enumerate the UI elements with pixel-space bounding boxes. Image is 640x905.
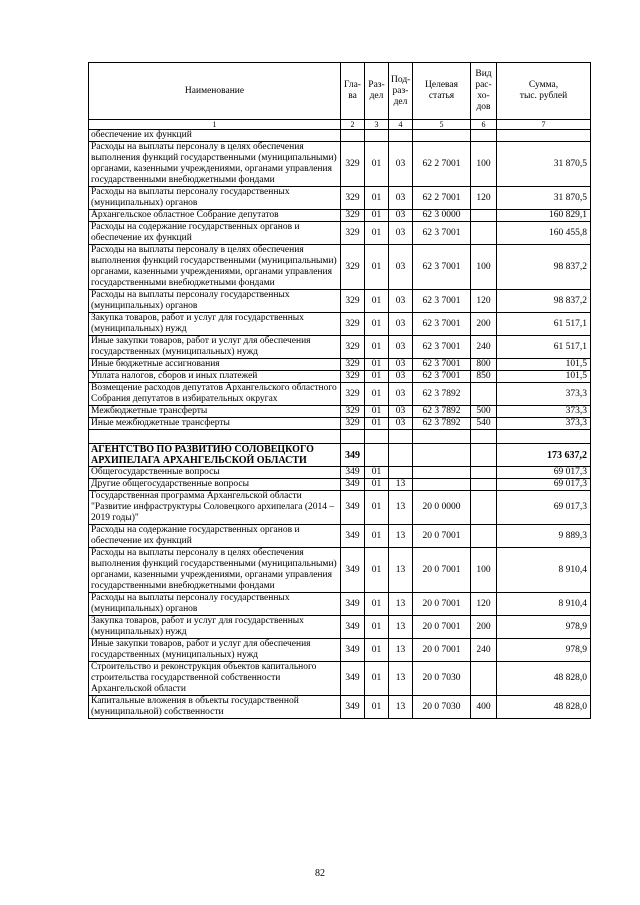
row-glava: 329 [341,383,365,406]
table-row [89,467,591,479]
row-name: Государственная программа Архангельской области "Развитие инфраструктуры Соловецкого архипелага (2014 – 2019 годы)" [89,491,341,525]
row-statya: 62 3 7892 [413,418,471,430]
row-glava: 329 [341,359,365,371]
row-podrazdel [389,467,413,479]
row-razdel: 01 [365,187,389,210]
row-podrazdel: 03 [389,371,413,383]
row-name: Возмещение расходов депутатов Архангельского областного Собрания депутатов в избирательных округах [89,383,341,406]
row-podrazdel: 03 [389,142,413,187]
row-glava: 329 [341,187,365,210]
table-row [89,130,591,142]
row-name: Расходы на выплаты персоналу государственных (муниципальных) органов [89,593,341,616]
row-summa: 48 828,0 [497,696,591,719]
row-vid [471,491,497,525]
row-podrazdel: 13 [389,525,413,548]
row-name [89,430,341,444]
row-vid [471,210,497,222]
table-row [89,430,591,444]
row-name: Расходы на выплаты персоналу государственных (муниципальных) органов [89,290,341,313]
row-glava: 349 [341,444,365,467]
row-name: АГЕНТСТВО ПО РАЗВИТИЮ СОЛОВЕЦКОГО АРХИПЕЛАГА АРХАНГЕЛЬСКОЙ ОБЛАСТИ [89,444,341,467]
row-name: Общегосударственные вопросы [89,467,341,479]
row-statya: 62 2 7001 [413,142,471,187]
row-statya: 20 0 7030 [413,696,471,719]
row-podrazdel: 03 [389,359,413,371]
row-glava: 349 [341,525,365,548]
row-vid: 100 [471,245,497,290]
row-name: Строительство и реконструкция объектов капитального строительства государственной собственности Архангельской области [89,662,341,696]
row-statya: 20 0 7001 [413,525,471,548]
row-glava: 349 [341,616,365,639]
table-row [89,336,591,359]
colnum-3: 3 [365,120,389,130]
table-header-row [89,63,591,120]
row-razdel: 01 [365,467,389,479]
row-statya: 20 0 7001 [413,548,471,593]
table-body [89,130,591,719]
row-statya: 62 3 0000 [413,210,471,222]
row-name: Расходы на выплаты персоналу в целях обеспечения выполнения функций государственными (муниципальными) органами, казенными учреждениями, органами управления государственными внебюджетными фондами [89,245,341,290]
colnum-6: 6 [471,120,497,130]
row-podrazdel: 13 [389,662,413,696]
row-razdel: 01 [365,479,389,491]
row-razdel: 01 [365,245,389,290]
row-name: обеспечение их функций [89,130,341,142]
row-statya: 62 3 7892 [413,406,471,418]
row-name: Иные межбюджетные трансферты [89,418,341,430]
colnum-1: 1 [89,120,341,130]
table-row [89,479,591,491]
row-vid: 850 [471,371,497,383]
row-summa: 8 910,4 [497,548,591,593]
header-statya: Целевая статья [413,63,471,120]
row-podrazdel [389,430,413,444]
row-podrazdel: 13 [389,491,413,525]
row-razdel: 01 [365,222,389,245]
row-summa: 69 017,3 [497,479,591,491]
row-name: Иные закупки товаров, работ и услуг для обеспечения государственных (муниципальных) нужд [89,639,341,662]
row-vid: 500 [471,406,497,418]
row-statya: 20 0 7030 [413,662,471,696]
row-razdel: 01 [365,696,389,719]
row-name: Иные бюджетные ассигнования [89,359,341,371]
row-summa: 69 017,3 [497,491,591,525]
row-glava: 329 [341,222,365,245]
row-summa: 98 837,2 [497,290,591,313]
row-glava: 349 [341,491,365,525]
row-glava: 329 [341,418,365,430]
row-summa [497,430,591,444]
row-podrazdel: 03 [389,245,413,290]
table-row [89,696,591,719]
row-podrazdel: 03 [389,222,413,245]
row-razdel: 01 [365,290,389,313]
row-vid: 240 [471,639,497,662]
row-razdel: 01 [365,210,389,222]
row-summa: 101,5 [497,359,591,371]
row-vid [471,130,497,142]
row-glava: 349 [341,662,365,696]
row-statya: 62 3 7001 [413,313,471,336]
row-name: Расходы на выплаты персоналу в целях обеспечения выполнения функций государственными (муниципальными) органами, казенными учреждениями, органами управления государственными внебюджетными фондами [89,548,341,593]
row-summa: 61 517,1 [497,313,591,336]
row-glava: 349 [341,696,365,719]
table-row [89,491,591,525]
row-name: Расходы на содержание государственных органов и обеспечение их функций [89,222,341,245]
header-vid: Вид рас- хо- дов [471,63,497,120]
row-razdel: 01 [365,491,389,525]
row-name: Другие общегосударственные вопросы [89,479,341,491]
row-vid: 120 [471,187,497,210]
row-razdel: 01 [365,142,389,187]
row-vid: 240 [471,336,497,359]
row-summa: 978,9 [497,639,591,662]
table-row [89,639,591,662]
row-statya: 20 0 7001 [413,593,471,616]
table-row [89,383,591,406]
table-row [89,406,591,418]
row-vid [471,479,497,491]
page-number: 82 [315,868,325,879]
row-name: Расходы на содержание государственных органов и обеспечение их функций [89,525,341,548]
row-razdel: 01 [365,548,389,593]
row-podrazdel: 03 [389,418,413,430]
row-vid [471,444,497,467]
row-vid: 120 [471,593,497,616]
row-name: Межбюджетные трансферты [89,406,341,418]
table-row [89,548,591,593]
row-summa: 31 870,5 [497,187,591,210]
table-row [89,371,591,383]
header-podrazdel: Под- раз- дел [389,63,413,120]
row-summa: 9 889,3 [497,525,591,548]
row-razdel: 01 [365,359,389,371]
colnum-7: 7 [497,120,591,130]
row-summa [497,130,591,142]
row-razdel: 01 [365,662,389,696]
budget-table-wrapper [88,62,590,719]
row-statya: 20 0 7001 [413,616,471,639]
row-vid [471,467,497,479]
row-podrazdel: 13 [389,593,413,616]
row-statya [413,444,471,467]
table-row [89,245,591,290]
table-row [89,290,591,313]
row-podrazdel [389,130,413,142]
row-glava: 349 [341,639,365,662]
row-statya: 62 3 7001 [413,290,471,313]
row-glava: 349 [341,479,365,491]
row-glava: 349 [341,467,365,479]
row-name: Капитальные вложения в объекты государственной (муниципальной) собственности [89,696,341,719]
colnum-2: 2 [341,120,365,130]
colnum-4: 4 [389,120,413,130]
row-podrazdel: 13 [389,548,413,593]
row-vid: 200 [471,313,497,336]
row-glava [341,130,365,142]
row-glava: 329 [341,210,365,222]
table-row [89,616,591,639]
header-razdel: Раз- дел [365,63,389,120]
row-razdel: 01 [365,418,389,430]
table-row [89,418,591,430]
row-name: Расходы на выплаты персоналу в целях обеспечения выполнения функций государственными (муниципальными) органами, казенными учреждениями, органами управления государственными внебюджетными фондами [89,142,341,187]
row-vid [471,383,497,406]
row-razdel [365,430,389,444]
row-podrazdel: 13 [389,616,413,639]
row-vid [471,222,497,245]
row-podrazdel: 13 [389,696,413,719]
row-glava: 329 [341,142,365,187]
row-summa: 160 455,8 [497,222,591,245]
row-statya [413,467,471,479]
header-name: Наименование [89,63,341,120]
colnum-5: 5 [413,120,471,130]
row-podrazdel: 03 [389,406,413,418]
row-summa: 69 017,3 [497,467,591,479]
row-summa: 8 910,4 [497,593,591,616]
row-razdel: 01 [365,313,389,336]
row-razdel [365,130,389,142]
row-summa: 48 828,0 [497,662,591,696]
table-row [89,525,591,548]
table-row [89,187,591,210]
row-summa: 373,3 [497,383,591,406]
row-vid: 120 [471,290,497,313]
table-row [89,222,591,245]
row-statya: 62 3 7001 [413,359,471,371]
table-row [89,313,591,336]
row-name: Уплата налогов, сборов и иных платежей [89,371,341,383]
row-glava: 329 [341,290,365,313]
table-row [89,593,591,616]
row-statya [413,130,471,142]
row-glava: 329 [341,336,365,359]
row-summa: 61 517,1 [497,336,591,359]
row-glava [341,430,365,444]
row-razdel: 01 [365,593,389,616]
row-statya: 62 3 7001 [413,336,471,359]
row-glava: 349 [341,593,365,616]
table-row [89,444,591,467]
row-podrazdel: 03 [389,290,413,313]
row-podrazdel: 13 [389,479,413,491]
row-name: Закупка товаров, работ и услуг для государственных (муниципальных) нужд [89,313,341,336]
row-statya: 20 0 7001 [413,639,471,662]
header-summa: Сумма, тыс. рублей [497,63,591,120]
row-statya [413,430,471,444]
row-summa: 98 837,2 [497,245,591,290]
row-name: Закупка товаров, работ и услуг для государственных (муниципальных) нужд [89,616,341,639]
row-podrazdel: 03 [389,187,413,210]
row-statya: 62 3 7001 [413,222,471,245]
row-podrazdel: 03 [389,383,413,406]
row-statya: 62 3 7001 [413,371,471,383]
row-glava: 329 [341,371,365,383]
row-vid [471,662,497,696]
row-summa: 978,9 [497,616,591,639]
row-vid [471,525,497,548]
row-name: Расходы на выплаты персоналу государственных (муниципальных) органов [89,187,341,210]
row-summa: 373,3 [497,418,591,430]
row-podrazdel: 03 [389,336,413,359]
row-statya [413,479,471,491]
row-podrazdel: 03 [389,313,413,336]
row-razdel: 01 [365,406,389,418]
row-vid: 400 [471,696,497,719]
row-glava: 329 [341,313,365,336]
row-summa: 31 870,5 [497,142,591,187]
row-glava: 349 [341,548,365,593]
table-row [89,359,591,371]
row-razdel: 01 [365,616,389,639]
row-vid: 100 [471,548,497,593]
row-statya: 62 3 7892 [413,383,471,406]
column-number-row [89,120,591,130]
row-summa: 160 829,1 [497,210,591,222]
row-razdel: 01 [365,371,389,383]
row-glava: 329 [341,245,365,290]
row-podrazdel: 13 [389,639,413,662]
row-razdel: 01 [365,336,389,359]
table-row [89,662,591,696]
table-row [89,210,591,222]
budget-table [88,62,591,719]
row-summa: 101,5 [497,371,591,383]
row-vid [471,430,497,444]
row-razdel: 01 [365,639,389,662]
table-row [89,142,591,187]
row-podrazdel: 03 [389,210,413,222]
header-glava: Гла- ва [341,63,365,120]
row-name: Архангельское областное Собрание депутатов [89,210,341,222]
row-glava: 329 [341,406,365,418]
row-summa: 373,3 [497,406,591,418]
row-razdel: 01 [365,383,389,406]
row-summa: 173 637,2 [497,444,591,467]
row-razdel [365,444,389,467]
row-vid: 540 [471,418,497,430]
row-vid: 200 [471,616,497,639]
row-statya: 62 3 7001 [413,245,471,290]
row-statya: 62 2 7001 [413,187,471,210]
row-name: Иные закупки товаров, работ и услуг для обеспечения государственных (муниципальных) нужд [89,336,341,359]
row-podrazdel [389,444,413,467]
row-razdel: 01 [365,525,389,548]
row-vid: 800 [471,359,497,371]
row-vid: 100 [471,142,497,187]
row-statya: 20 0 0000 [413,491,471,525]
